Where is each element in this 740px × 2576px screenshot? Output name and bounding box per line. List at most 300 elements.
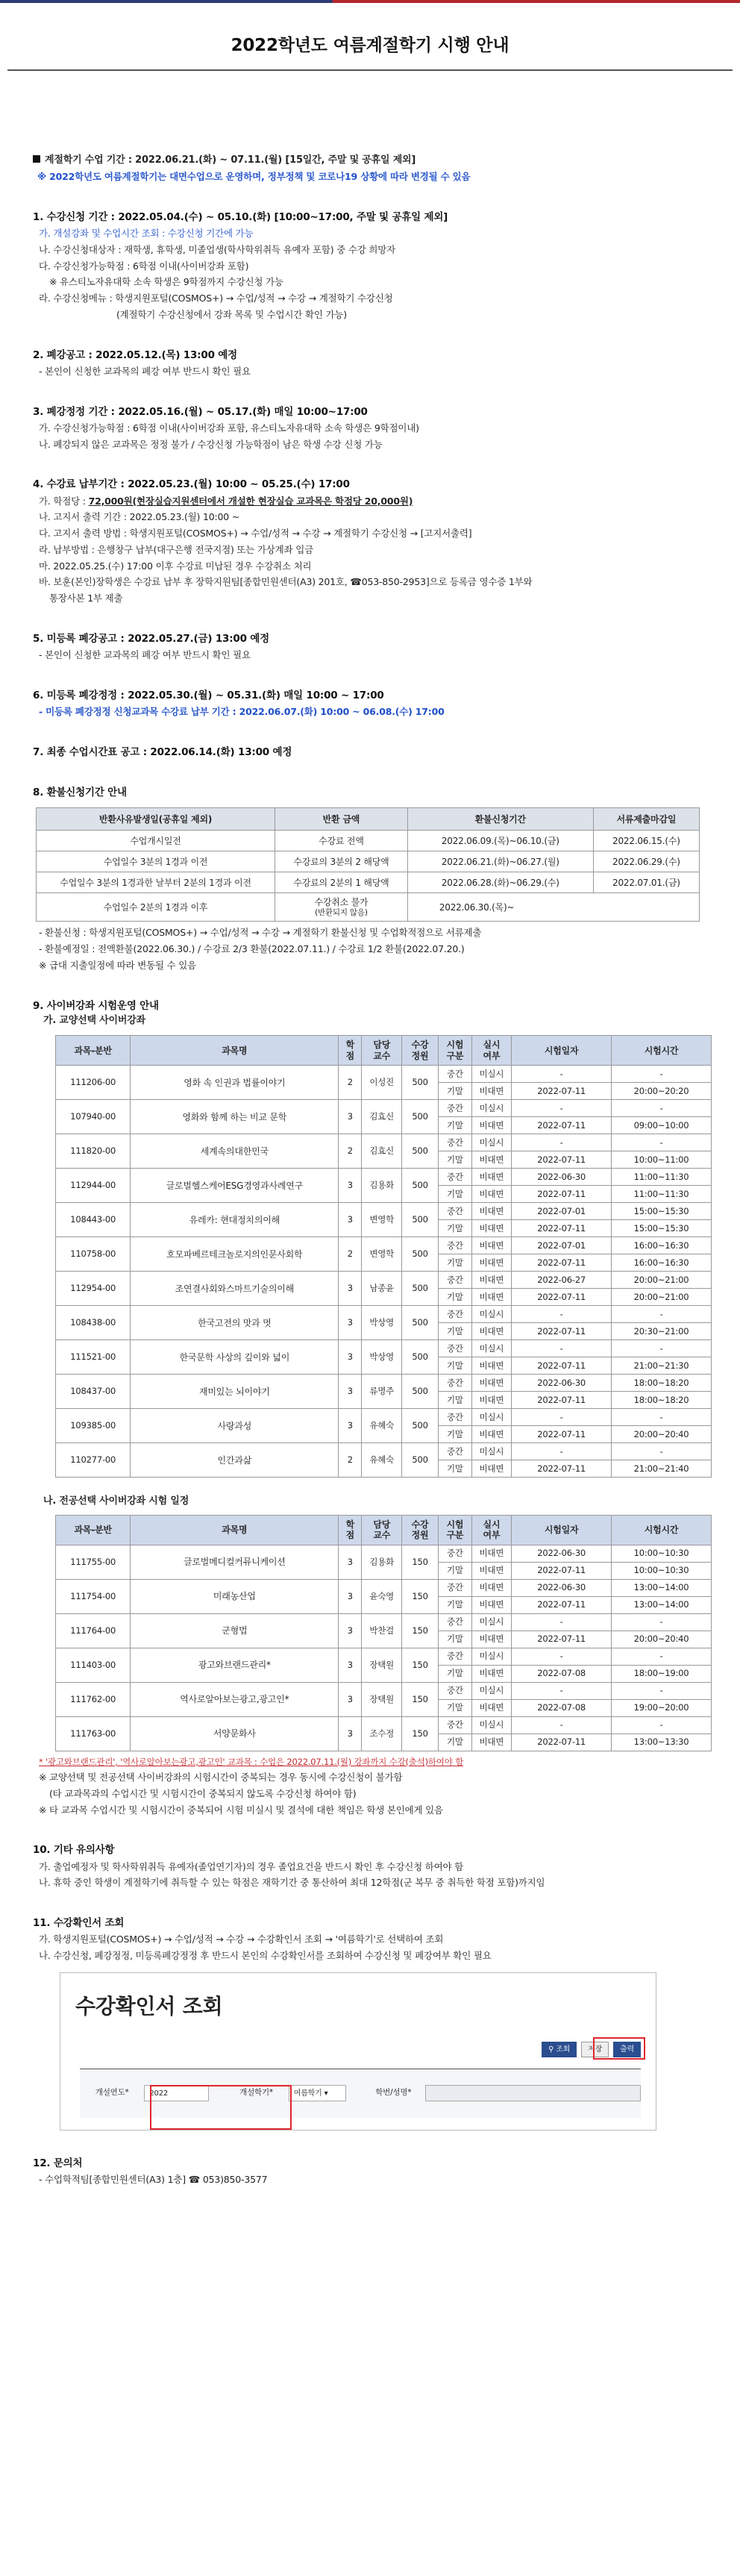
exam-cell: 기말 (439, 1460, 472, 1478)
exam-cell: 20:00~21:00 (612, 1289, 712, 1306)
major-exam-table (55, 1515, 712, 1751)
course-name: 인간과삶 (131, 1443, 339, 1478)
term-select-value: 여름학기 (293, 2089, 322, 2098)
exam-cell: 2022-06-30 (512, 1545, 612, 1562)
course-prof: 김효신 (362, 1100, 402, 1134)
contact-line: - 수업학적팀[종합민원센터(A3) 1층] ☎ 053)850-3577 (39, 2174, 268, 2185)
exam-cell: 기말 (439, 1289, 472, 1306)
exam-cell: 2022-06-27 (512, 1272, 612, 1289)
exam-cell: 미실시 (471, 1648, 512, 1665)
exam-cell: 비대면 (471, 1596, 512, 1613)
table-row (56, 1443, 712, 1460)
course-cr: 3 (339, 1272, 362, 1306)
exam-cell: 2022-07-11 (512, 1254, 612, 1272)
section-unregistered-correction (33, 688, 707, 719)
exam-cell: 15:00~15:30 (612, 1220, 712, 1237)
exam-cell: 기말 (439, 1426, 472, 1443)
course-name: 한국문학 사상의 깊이와 넓이 (131, 1340, 339, 1375)
section-heading: 8. 환불신청기간 안내 (33, 787, 127, 798)
text-line: - 환불신청 : 학생지원포털(COSMOS+) → 수업/성적 → 수강 → 계절학기 환불신청 및 수업확적점으로 서류제출 (39, 927, 482, 939)
course-prof: 박상영 (362, 1306, 402, 1340)
course-cr: 3 (339, 1579, 362, 1613)
table-cell: 2022.06.30.(목)~ (407, 893, 699, 922)
course-cap: 150 (402, 1545, 439, 1579)
exam-cell: 13:00~13:30 (612, 1734, 712, 1751)
course-cr: 3 (339, 1716, 362, 1751)
exam-cell: 미실시 (471, 1443, 512, 1460)
exam-cell: - (512, 1306, 612, 1323)
exam-cell: 15:00~15:30 (612, 1203, 712, 1220)
course-cr: 3 (339, 1203, 362, 1237)
section-heading: 4. 수강료 납부기간 : 2022.05.23.(월) 10:00 ~ 05.25.(수) 17:00 (33, 478, 350, 491)
course-prof: 유혜숙 (362, 1409, 402, 1443)
exam-cell: 2022-07-11 (512, 1323, 612, 1340)
text-line: 가. 학생지원포털(COSMOS+) → 수업/성적 → 수강 → 수강확인서 조회 → '여름학기'로 선택하여 조회 (39, 1933, 444, 1945)
course-code: 108438-00 (56, 1306, 131, 1340)
exam-cell: 비대면 (471, 1237, 512, 1254)
exam-cell: - (612, 1306, 712, 1323)
exam-cell: - (512, 1409, 612, 1426)
exam-cell: 미실시 (471, 1066, 512, 1083)
student-id-input[interactable] (425, 2085, 641, 2101)
section-heading: 2. 폐강공고 : 2022.05.12.(목) 13:00 예정 (33, 348, 237, 361)
course-cap: 150 (402, 1579, 439, 1613)
exam-cell: 기말 (439, 1083, 472, 1100)
course-cr: 3 (339, 1100, 362, 1134)
exam-cell: 2022-07-11 (512, 1117, 612, 1134)
exam-cell: 2022-07-08 (512, 1665, 612, 1682)
course-cap: 500 (402, 1237, 439, 1272)
table-row (56, 1613, 712, 1631)
table-row (56, 1648, 712, 1665)
section-unregistered-cancel (33, 631, 707, 663)
table-row (37, 893, 700, 922)
exam-cell: 중간 (439, 1579, 472, 1596)
text-line: 가. 출업예정자 및 학사학위취득 유예자(졸업연기자)의 경우 졸업요건을 반드시 확인 후 수강신청 하여야 함 (39, 1860, 464, 1872)
course-name: 미래농산업 (131, 1579, 339, 1613)
exam-cell: 비대면 (471, 1289, 512, 1306)
course-name: 재미있는 뇌이야기 (131, 1375, 339, 1409)
column-header: 시험시간 (612, 1515, 712, 1545)
column-header: 수강 정원 (402, 1036, 439, 1066)
section-heading: 1. 수강신청 기간 : 2022.05.04.(수) ~ 05.10.(화) [10:00~17:00, 주말 및 공휴일 제외] (33, 210, 448, 223)
course-prof: 변영학 (362, 1203, 402, 1237)
session-period: 계절학기 수업 기간 : 2022.06.21.(화) ~ 07.11.(월) [15일간, 주말 및 공휴일 제외] (45, 154, 416, 166)
exam-cell: 2022-07-11 (512, 1426, 612, 1443)
course-cr: 2 (339, 1134, 362, 1169)
exam-cell: 기말 (439, 1186, 472, 1203)
exam-cell: 비대면 (471, 1117, 512, 1134)
table-cell: 2022.06.29.(수) (593, 851, 699, 872)
exam-cell: 20:00~20:40 (612, 1426, 712, 1443)
course-prof: 김용화 (362, 1545, 402, 1579)
table-row (56, 1100, 712, 1117)
exam-cell: 중간 (439, 1134, 472, 1151)
column-header: 실시 여부 (471, 1515, 512, 1545)
tuition-per-credit: 72,000원(현장실습지원센터에서 개설한 현장실습 교과목은 학점당 20,000원) (88, 495, 413, 507)
exam-cell: 중간 (439, 1648, 472, 1665)
exam-cell: 비대면 (471, 1254, 512, 1272)
exam-cell: 중간 (439, 1682, 472, 1699)
exam-cell: 2022-07-11 (512, 1186, 612, 1203)
table-row (37, 851, 700, 872)
exam-cell: 20:00~20:40 (612, 1631, 712, 1648)
column-header: 과목명 (131, 1515, 339, 1545)
exam-cell: 2022-07-01 (512, 1237, 612, 1254)
column-header: 시험일자 (512, 1515, 612, 1545)
exam-cell: 2022-07-11 (512, 1562, 612, 1579)
top-color-bar (0, 0, 740, 3)
column-header: 수강 정원 (402, 1515, 439, 1545)
exam-cell: 2022-07-11 (512, 1083, 612, 1100)
exam-cell: - (512, 1340, 612, 1357)
exam-cell: 비대면 (471, 1392, 512, 1409)
exam-cell: 비대면 (471, 1169, 512, 1186)
exam-cell: 16:00~16:30 (612, 1254, 712, 1272)
exam-cell: 비대면 (471, 1631, 512, 1648)
exam-cell: - (612, 1443, 712, 1460)
exam-cell: 비대면 (471, 1357, 512, 1375)
course-cap: 500 (402, 1203, 439, 1237)
course-cr: 3 (339, 1648, 362, 1682)
course-cr: 3 (339, 1409, 362, 1443)
text-line: 바. 보훈(본인)장학생은 수강료 납부 후 장학지원팀[종합민원센터(A3) 201호, ☎053-850-2953]으로 등록금 영수증 1부와 (39, 576, 533, 588)
exam-cell: 기말 (439, 1117, 472, 1134)
course-cr: 3 (339, 1340, 362, 1375)
exam-cell: 비대면 (471, 1579, 512, 1596)
exam-cell: 기말 (439, 1357, 472, 1375)
course-cr: 3 (339, 1169, 362, 1203)
section-correction (33, 404, 707, 452)
exam-cell: 중간 (439, 1613, 472, 1631)
exam-cell: 비대면 (471, 1665, 512, 1682)
text-line: 나. 폐강되지 않은 교과목은 정정 불가 / 수강신청 가능학점이 남은 학생 수강 신청 가능 (39, 438, 383, 450)
column-header: 과목-분반 (56, 1036, 131, 1066)
course-cap: 150 (402, 1648, 439, 1682)
term-select[interactable] (289, 2085, 346, 2101)
text-line: 나. 수강신청대상자 : 재학생, 휴학생, 미졸업생(학사학위취득 유예자 포함) 중 수강 희망자 (39, 243, 396, 255)
course-prof: 김효신 (362, 1134, 402, 1169)
course-cr: 3 (339, 1306, 362, 1340)
exam-cell: 중간 (439, 1169, 472, 1186)
exam-cell: 중간 (439, 1272, 472, 1289)
course-cr: 3 (339, 1613, 362, 1648)
course-code: 110277-00 (56, 1443, 131, 1478)
table-row (37, 831, 700, 851)
course-cr: 3 (339, 1375, 362, 1409)
exam-cell: - (512, 1134, 612, 1151)
course-cap: 150 (402, 1716, 439, 1751)
refund-table (36, 807, 700, 922)
exam-cell: - (612, 1682, 712, 1699)
section-heading: 6. 미등록 폐강정정 : 2022.05.30.(월) ~ 05.31.(화) 매일 10:00 ~ 17:00 (33, 689, 384, 701)
table-cell: 2022.06.21.(화)~06.27.(월) (407, 851, 593, 872)
exam-cell: 2022-07-01 (512, 1203, 612, 1220)
exam-cell: 11:00~11:30 (612, 1186, 712, 1203)
section-heading: 11. 수강확인서 조회 (33, 1917, 125, 1929)
exam-cell: 비대면 (471, 1220, 512, 1237)
course-code: 111521-00 (56, 1340, 131, 1375)
course-code: 111755-00 (56, 1545, 131, 1579)
course-cap: 150 (402, 1613, 439, 1648)
chevron-down-icon: ▾ (324, 2089, 328, 2098)
exam-cell: 기말 (439, 1699, 472, 1716)
table-row (56, 1375, 712, 1392)
table-cell: 수강료의 2분의 1 해당액 (275, 872, 408, 893)
liberal-arts-exam-table (55, 1035, 712, 1478)
table-row (56, 1169, 712, 1186)
sub-heading: 나. 전공선택 사이버강좌 시험 일정 (43, 1495, 189, 1507)
section-heading: 9. 사이버강좌 시험운영 안내 (33, 999, 159, 1012)
exam-cell: 18:00~18:20 (612, 1375, 712, 1392)
course-code: 111820-00 (56, 1134, 131, 1169)
table-cell: 2022.07.01.(금) (593, 872, 699, 893)
exam-cell: 비대면 (471, 1323, 512, 1340)
course-name: 서양문화사 (131, 1716, 339, 1751)
square-bullet-icon (33, 155, 40, 163)
text-line: ※ 급대 지출일정에 따라 변동될 수 있음 (39, 959, 197, 971)
table-cell: 수업개시일전 (37, 831, 275, 851)
section-heading: 12. 문의처 (33, 2157, 83, 2169)
search-button[interactable] (542, 2042, 577, 2057)
table-row (56, 1237, 712, 1254)
table-row (56, 1409, 712, 1426)
course-cap: 500 (402, 1340, 439, 1375)
text-line: 통장사본 1부 제출 (49, 593, 123, 604)
course-name: 글로벌헬스케어ESG경영과사례연구 (131, 1169, 339, 1203)
exam-cell: - (612, 1409, 712, 1426)
course-cr: 3 (339, 1545, 362, 1579)
course-name: 한국고전의 맛과 멋 (131, 1306, 339, 1340)
exam-cell: 기말 (439, 1220, 472, 1237)
highlight-box (150, 2085, 292, 2130)
page-title: 2022학년도 여름계절학기 시행 안내 (231, 36, 509, 55)
exam-cell: 기말 (439, 1562, 472, 1579)
exam-cell: 기말 (439, 1323, 472, 1340)
column-header: 담당 교수 (362, 1036, 402, 1066)
exam-cell: 2022-07-11 (512, 1392, 612, 1409)
text-line: 다. 수강신청가능학점 : 6학점 이내(사이버강좌 포함) (39, 260, 249, 272)
exam-cell: 미실시 (471, 1340, 512, 1357)
search-button-label: 조회 (556, 2045, 571, 2054)
text-line: 라. 납부방법 : 은행창구 납부(대구은행 전국지점) 또는 가상계좌 입금 (39, 543, 313, 555)
exam-cell: 미실시 (471, 1682, 512, 1699)
table-row (56, 1716, 712, 1734)
course-cap: 500 (402, 1306, 439, 1340)
text-line: 다. 고지서 출력 방법 : 학생지원포털(COSMOS+) → 수업/성적 → 수강 → 계절학기 수강신청 → [고지서출력] (39, 528, 472, 539)
exam-cell: 비대면 (471, 1375, 512, 1392)
section-cancel-notice (33, 348, 707, 379)
exam-cell: 기말 (439, 1631, 472, 1648)
course-name: 글로벌메디컬커뮤니케이션 (131, 1545, 339, 1579)
course-code: 111206-00 (56, 1066, 131, 1100)
exam-cell: 중간 (439, 1716, 472, 1734)
table-cell: (반환되지 않음) (315, 907, 368, 917)
exam-cell: 미실시 (471, 1134, 512, 1151)
exam-cell: 중간 (439, 1237, 472, 1254)
table-cell: 2022.06.09.(목)~06.10.(금) (407, 831, 593, 851)
exam-cell: 2022-06-30 (512, 1375, 612, 1392)
section-heading: 10. 기타 유의사항 (33, 1844, 115, 1857)
exam-cell: 비대면 (471, 1426, 512, 1443)
exam-cell: 2022-07-11 (512, 1596, 612, 1613)
column-header: 담당 교수 (362, 1515, 402, 1545)
table-cell: 수강취소 불가 (314, 897, 369, 908)
text-line: - 본인이 신청한 교과목의 폐강 여부 반드시 확인 필요 (39, 649, 251, 660)
exam-cell: 미실시 (471, 1716, 512, 1734)
section-final-timetable (33, 745, 707, 760)
table-row (56, 1579, 712, 1596)
column-header: 반환 금액 (275, 808, 408, 831)
exam-cell: - (612, 1066, 712, 1083)
year-input[interactable]: 2022 (144, 2085, 209, 2101)
exam-cell: 2022-07-11 (512, 1357, 612, 1375)
exam-cell: 기말 (439, 1392, 472, 1409)
course-cr: 2 (339, 1066, 362, 1100)
year-label: 개설연도* (95, 2088, 129, 2098)
course-cr: 3 (339, 1682, 362, 1716)
exam-cell: 10:00~10:30 (612, 1562, 712, 1579)
course-name: 조연결사회와스마트기술의이해 (131, 1272, 339, 1306)
course-cr: 2 (339, 1443, 362, 1478)
exam-cell: 10:00~10:30 (612, 1545, 712, 1562)
exam-cell: 20:00~21:00 (612, 1272, 712, 1289)
course-name: 사랑과성 (131, 1409, 339, 1443)
exam-cell: 기말 (439, 1254, 472, 1272)
column-header: 학 점 (339, 1515, 362, 1545)
confirmation-screenshot (60, 1972, 656, 2130)
exam-cell: 기말 (439, 1596, 472, 1613)
exam-cell: 2022-07-11 (512, 1151, 612, 1169)
course-code: 108443-00 (56, 1203, 131, 1237)
course-code: 112954-00 (56, 1272, 131, 1306)
table-row (37, 872, 700, 893)
course-name: 역사로알아보는광고,광고인* (131, 1682, 339, 1716)
course-prof: 조수정 (362, 1716, 402, 1751)
exam-cell: 기말 (439, 1665, 472, 1682)
exam-cell: 중간 (439, 1545, 472, 1562)
exam-cell: 18:00~18:20 (612, 1392, 712, 1409)
text-line: 나. 고지서 출력 기간 : 2022.05.23.(월) 10:00 ~ (39, 511, 240, 523)
text-line: - 환불예정일 : 전액환불(2022.06.30.) / 수강료 2/3 환불(2022.07.11.) / 수강료 1/2 환불(2022.07.20.) (39, 943, 465, 954)
exam-cell: - (512, 1066, 612, 1083)
exam-cell: 중간 (439, 1100, 472, 1117)
table-cell: 수강료 전액 (275, 831, 408, 851)
exam-cell: - (612, 1340, 712, 1357)
exam-cell: 2022-07-11 (512, 1220, 612, 1237)
course-cap: 150 (402, 1682, 439, 1716)
exam-cell: - (612, 1648, 712, 1665)
course-cap: 500 (402, 1066, 439, 1100)
exam-cell: 2022-07-08 (512, 1699, 612, 1716)
exam-cell: 중간 (439, 1443, 472, 1460)
exam-cell: 기말 (439, 1151, 472, 1169)
exam-cell: 미실시 (471, 1409, 512, 1426)
exam-cell: 비대면 (471, 1186, 512, 1203)
course-prof: 류명주 (362, 1375, 402, 1409)
table-row (56, 1306, 712, 1323)
course-prof: 이성진 (362, 1066, 402, 1100)
exam-cell: - (612, 1134, 712, 1151)
exam-cell: 2022-07-11 (512, 1289, 612, 1306)
exam-cell: 2022-07-11 (512, 1631, 612, 1648)
text-line: ※ 타 교과목 수업시간 및 시험시간이 중복되어 시험 미실시 및 결석에 대한 책임은 학생 본인에게 있음 (39, 1804, 443, 1816)
exam-cell: 비대면 (471, 1562, 512, 1579)
column-header: 반환사유발생일(공휴일 제외) (37, 808, 275, 831)
column-header: 시험일자 (512, 1036, 612, 1066)
column-header: 서류제출마감일 (593, 808, 699, 831)
exam-cell: - (512, 1648, 612, 1665)
exam-cell: 16:00~16:30 (612, 1237, 712, 1254)
exam-cell: 2022-06-30 (512, 1579, 612, 1596)
exam-cell: 10:00~11:00 (612, 1151, 712, 1169)
column-header: 과목-분반 (56, 1515, 131, 1545)
text-line: ※ 유스티노자유대학 소속 학생은 9학점까지 수강신청 가능 (49, 276, 283, 288)
title-divider (7, 69, 733, 71)
section-cyber-exam (33, 998, 707, 1818)
course-prof: 김용화 (362, 1169, 402, 1203)
table-row (56, 1682, 712, 1699)
course-name: 영화와 함께 하는 비교 문학 (131, 1100, 339, 1134)
exam-cell: 비대면 (471, 1699, 512, 1716)
course-name: 광고와브랜드관리* (131, 1648, 339, 1682)
course-prof: 박상영 (362, 1340, 402, 1375)
course-code: 111764-00 (56, 1613, 131, 1648)
exam-cell: 비대면 (471, 1151, 512, 1169)
column-header: 시험 구분 (439, 1036, 472, 1066)
text-line: 라. 수강신청메뉴 : 학생지원포털(COSMOS+) → 수업/성적 → 수강 → 계절학기 수강신청 (39, 293, 393, 304)
course-code: 107940-00 (56, 1100, 131, 1134)
print-button-label: 출력 (620, 2045, 634, 2054)
exam-cell: 비대면 (471, 1272, 512, 1289)
section-registration (33, 210, 707, 322)
section-refund (33, 785, 707, 973)
table-cell: 수업일수 3분의 1경과한 날부터 2분의 1경과 이전 (37, 872, 275, 893)
course-code: 112944-00 (56, 1169, 131, 1203)
exam-cell: 20:00~20:20 (612, 1083, 712, 1100)
table-row (56, 1066, 712, 1083)
section-heading: 5. 미등록 폐강공고 : 2022.05.27.(금) 13:00 예정 (33, 632, 269, 645)
exam-cell: 13:00~14:00 (612, 1579, 712, 1596)
table-cell: 수업일수 2분의 1경과 이후 (37, 893, 275, 922)
exam-cell: - (512, 1716, 612, 1734)
exam-cell: 중간 (439, 1340, 472, 1357)
course-cap: 500 (402, 1272, 439, 1306)
course-prof: 남종윤 (362, 1272, 402, 1306)
course-cr: 2 (339, 1237, 362, 1272)
exam-cell: - (612, 1100, 712, 1117)
exam-cell: 비대면 (471, 1083, 512, 1100)
exam-cell: 13:00~14:00 (612, 1596, 712, 1613)
course-cap: 500 (402, 1443, 439, 1478)
notice-note: ※ 2022학년도 여름계절학기는 대면수업으로 운영하며, 정부정책 및 코로나19 상황에 따라 변경될 수 있음 (37, 171, 471, 182)
course-code: 110758-00 (56, 1237, 131, 1272)
search-icon: ⚲ (548, 2045, 556, 2054)
exam-cell: 2022-06-30 (512, 1169, 612, 1186)
text-line: 가. 수강신청가능학점 : 6학점 이내(사이버강좌 포함, 유스티노자유대학 소속 학생은 9학점이내) (39, 422, 419, 434)
exam-cell: - (512, 1682, 612, 1699)
table-cell: 2022.06.28.(화)~06.29.(수) (407, 872, 593, 893)
course-name: 영화 속 인권과 법률이야기 (131, 1066, 339, 1100)
course-cap: 500 (402, 1169, 439, 1203)
column-header: 시험시간 (612, 1036, 712, 1066)
section-tuition (33, 477, 707, 606)
table-row (56, 1203, 712, 1220)
text-line: 가. 개설강좌 및 수업시간 조회 : 수강신청 기간에 가능 (39, 228, 254, 239)
term-label: 개설학기* (239, 2088, 273, 2098)
table-row (56, 1340, 712, 1357)
exam-cell: - (612, 1716, 712, 1734)
